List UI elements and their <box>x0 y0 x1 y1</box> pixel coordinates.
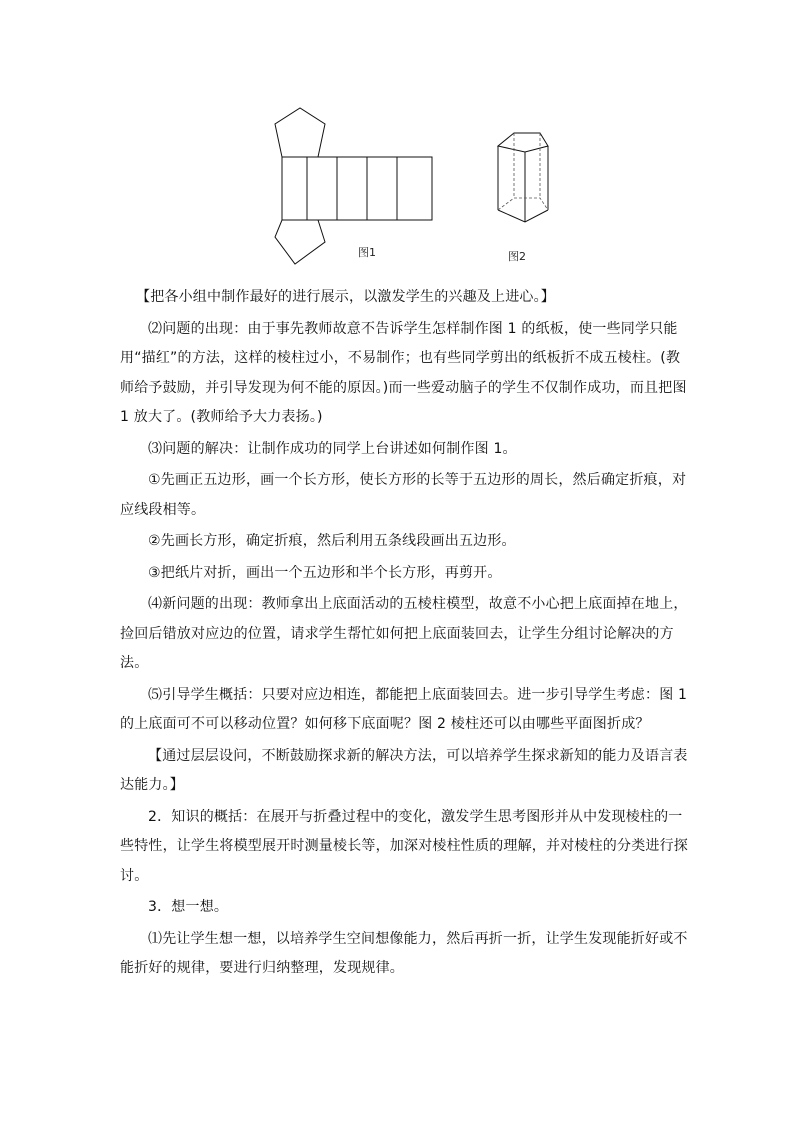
figure-1-caption: 图1 <box>358 246 376 259</box>
paragraph-method-2: ②先画长方形，确定折痕，然后利用五条线段画出五边形。 <box>148 533 516 549</box>
paragraph-new-problem: ⑷新问题的出现：教师拿出上底面活动的五棱柱模型，故意不小心把上底面掉在地上，捡回后错放对应边的位置，请求学生帮忙如何把上底面装回去，让学生分组讨论解决的方法。 <box>120 596 688 671</box>
rectangle-strip <box>282 157 432 220</box>
figure-2-caption: 图2 <box>508 250 526 263</box>
paragraph-showcase: 【把各小组中制作最好的进行展示，以激发学生的兴趣及上进心。】 <box>136 289 555 305</box>
paragraph-method-3: ③把纸片对折，画出一个五边形和半个长方形，再剪开。 <box>148 564 502 581</box>
body-text <box>120 283 690 986</box>
bottom-pentagon <box>275 220 325 264</box>
prism-bottom-edges <box>498 210 548 222</box>
top-pentagon <box>275 108 325 157</box>
prism-top-face <box>498 133 548 152</box>
figures-area <box>270 102 570 272</box>
paragraph-solution: ⑶问题的解决：让制作成功的同学上台讲述如何制作图 1。 <box>148 440 517 457</box>
paragraph-think-heading: 3．想一想。 <box>148 899 229 915</box>
paragraph-method-1: ①先画正五边形，画一个长方形，使长方形的长等于五边形的周长，然后确定折痕，对应线段相等。 <box>120 472 687 518</box>
paragraph-think: ⑴先让学生想一想，以培养学生空间想像能力，然后再折一折，让学生发现能折好或不能折好的规律，要进行归纳整理，发现规律。 <box>120 930 688 976</box>
prism-hidden-bottom <box>498 198 548 210</box>
paragraph-problem: ⑵问题的出现：由于事先教师故意不告诉学生怎样制作图 1 的纸板，使一些同学只能用“描红”的方法，这样的棱柱过小，不易制作；也有些同学剪出的纸板折不成五棱柱。(教师给予鼓励，并引导发现为何不能的原因。)而一些爱动脑子的学生不仅制作成功，而且把图 1 放大了。(教师给予大力表扬。) <box>120 320 687 425</box>
paragraph-note: 【通过层层设问，不断鼓励探求新的解决方法，可以培养学生探求新知的能力及语言表达能力。】 <box>120 747 688 793</box>
paragraph-summary: 2．知识的概括：在展开与折叠过程中的变化，激发学生思考图形并从中发现棱柱的一些特性，让学生将模型展开时测量棱长等，加深对棱柱性质的理解，并对棱柱的分类进行探讨。 <box>120 808 688 884</box>
paragraph-guide: ⑸引导学生概括：只要对应边相连，都能把上底面装回去。进一步引导学生考虑：图 1 的上底面可不可以移动位置？如何移下底面呢？图 2 棱柱还可以由哪些平面图折成？ <box>120 686 688 732</box>
pentagonal-prism-diagram <box>490 128 560 228</box>
